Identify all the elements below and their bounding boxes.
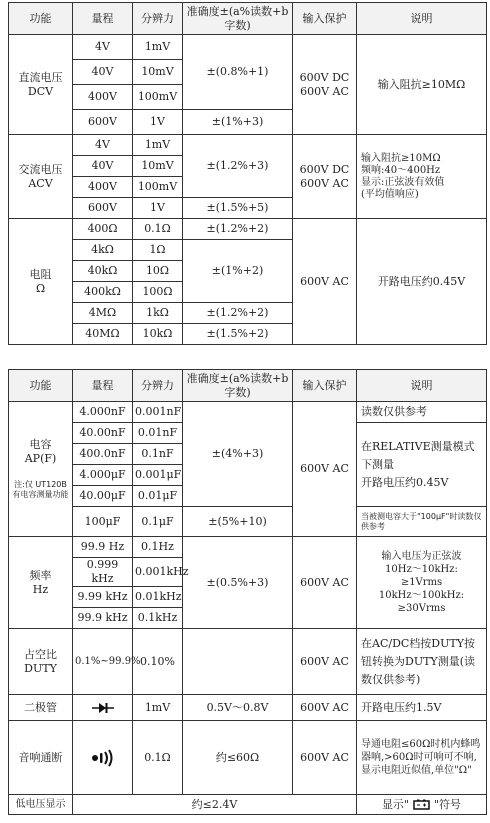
range-cell: 0.999 kHz [73,558,133,587]
table-row [9,537,487,558]
accuracy-cell: ±(5%+10) [183,507,293,537]
resolution-cell: 1kΩ [133,303,183,324]
resolution-cell: 10kΩ [133,324,183,345]
note-cell: 导通电阻≤60Ω时机内蜂鸣器响,>60Ω时可响可不响,显示电阻近似值,单位"Ω" [357,721,487,795]
resistance-function [9,219,73,345]
spec-table-top [8,2,487,345]
resolution-cell: 0.001nF [133,402,183,423]
accuracy-cell: ±(4%+3) [183,402,293,507]
range-cell: 4V [73,35,133,60]
function-name: 低电压显示 [9,795,73,815]
note-cell: 当被测电容大于"100μF"时读数仅供参考 [357,507,487,537]
range-cell: 40MΩ [73,324,133,345]
accuracy-cell: ±(1.2%+2) [183,303,293,324]
function-name: 交流电压 [18,162,63,176]
header-function: 功能 [9,370,73,402]
table-row [9,219,487,240]
note-suffix: "符号 [434,797,462,811]
note-cell: 输入阻抗≥10MΩ [357,35,487,135]
resolution-cell: 0.1kHz [133,608,183,629]
note-cell: 读数仅供参考 [357,402,487,423]
resolution-cell: 100mV [133,177,183,198]
note-cell [357,795,487,815]
function-sub: ACV [28,176,53,190]
accuracy-cell: ±(1%+3) [183,110,293,135]
accuracy-cell: ±(1.5%+5) [183,198,293,219]
resolution-cell: 1Ω [133,240,183,261]
resolution-cell: 0.1Ω [133,219,183,240]
function-name: 频率 [29,568,52,582]
table-row [9,135,487,156]
range-cell [73,695,133,721]
resolution-cell: 0.01kHz [133,587,183,608]
resolution-cell: 1V [133,198,183,219]
frequency-function [9,537,73,629]
buzzer-icon [90,748,116,768]
protection-cell: 600V AC [293,402,357,537]
range-cell: 4MΩ [73,303,133,324]
function-name: 二极管 [9,695,73,721]
resolution-cell: 10mV [133,156,183,177]
range-cell: 400.0nF [73,444,133,465]
table-row [9,695,487,721]
range-cell: 9.99 kHz [73,587,133,608]
table-row [9,629,487,695]
resolution-cell: 0.001μF [133,465,183,486]
range-cell: 600V [73,198,133,219]
range-cell: 40.00μF [73,486,133,507]
header-notes: 说明 [357,3,487,35]
resolution-cell: 1V [133,110,183,135]
function-name: 占空比 [24,647,57,661]
table-separator [0,362,490,368]
resolution-cell: 100Ω [133,282,183,303]
table-row [9,507,487,537]
resolution-cell: 0.001kHz [133,558,183,587]
protection-cell: 600V DC 600V AC [293,135,357,219]
range-cell: 40kΩ [73,261,133,282]
resolution-cell: 0.1Hz [133,537,183,558]
note-cell: 输入电压为正弦波 10Hz～10kHz: ≥1Vrms 10kHz～100kHz: ≥30Vrms [357,537,487,629]
accuracy-cell: ±(1.5%+2) [183,324,293,345]
header-row [9,3,487,35]
note-cell: 在RELATIVE测量模式下测量 开路电压约0.45V [357,423,487,507]
resolution-cell: 1mV [133,695,183,721]
resolution-cell: 100mV [133,85,183,110]
resolution-cell: 0.01μF [133,486,183,507]
accuracy-cell: ±(1.2%+2) [183,219,293,240]
accuracy-cell: ±(0.8%+1) [183,35,293,110]
accuracy-cell: 约≤2.4V [73,795,357,815]
function-sub: Ω [35,281,46,295]
header-range: 量程 [73,3,133,35]
header-resolution: 分辨力 [133,3,183,35]
range-cell: 40V [73,60,133,85]
accuracy-cell: ±(1.2%+3) [183,135,293,198]
note-cell: 开路电压约0.45V [357,219,487,345]
range-cell: 99.9 kHz [73,608,133,629]
range-cell: 400Ω [73,219,133,240]
note-cell: 输入阻抗≥10MΩ 频响:40～400Hz 显示:正弦波有效值 (平均值响应) [357,135,487,219]
header-function: 功能 [9,3,73,35]
protection-cell: 600V DC 600V AC [293,35,357,135]
resolution-cell: 0.10% [133,629,183,695]
range-cell: 4.000nF [73,402,133,423]
duty-function [9,629,73,695]
capacitance-footnote: 注:仅 UT120B 有电容测量功能 [12,480,69,499]
spec-table-bottom [8,369,487,815]
diode-icon [90,702,116,714]
range-cell [73,721,133,795]
range-cell: 0.1%~99.9% [73,629,133,695]
header-range: 量程 [73,370,133,402]
range-cell: 4kΩ [73,240,133,261]
header-resolution: 分辨力 [133,370,183,402]
acv-function [9,135,73,219]
protection-cell: 600V AC [293,695,357,721]
range-cell: 100μF [73,507,133,537]
resolution-cell: 0.1Ω [133,721,183,795]
header-row [9,370,487,402]
note-prefix: 显示" [381,797,409,811]
range-cell: 40V [73,156,133,177]
resolution-cell: 0.1μF [133,507,183,537]
range-cell: 400V [73,85,133,110]
function-name: 直流电压 [18,70,63,84]
range-cell: 4.000μF [73,465,133,486]
table-row [9,721,487,795]
table-row [9,795,487,815]
header-input-protection: 输入保护 [293,3,357,35]
header-accuracy: 准确度±(a%读数+b字数) [183,3,293,35]
range-cell: 40.00nF [73,423,133,444]
protection-cell: 600V AC [293,537,357,629]
function-sub: AP(F) [24,452,57,465]
accuracy-cell: ±(1%+2) [183,240,293,303]
accuracy-cell: ±(0.5%+3) [183,537,293,629]
range-cell: 400kΩ [73,282,133,303]
function-name: 电容 [29,438,52,451]
accuracy-cell: 约≤60Ω [183,721,293,795]
function-sub: DCV [27,84,54,98]
range-cell: 99.9 Hz [73,537,133,558]
header-input-protection: 输入保护 [293,370,357,402]
battery-icon [413,799,431,810]
resolution-cell: 1mV [133,35,183,60]
protection-cell: 600V AC [293,629,357,695]
resolution-cell: 0.1nF [133,444,183,465]
resolution-cell: 10Ω [133,261,183,282]
table-row [9,402,487,423]
header-notes: 说明 [357,370,487,402]
header-accuracy: 准确度±(a%读数+b字数) [183,370,293,402]
resolution-cell: 10mV [133,60,183,85]
note-cell: 在AC/DC档按DUTY按钮转换为DUTY测量(读数仅供参考) [357,629,487,695]
dcv-function [9,35,73,135]
range-cell: 4V [73,135,133,156]
table-row [9,35,487,60]
range-cell: 600V [73,110,133,135]
resolution-cell: 0.01nF [133,423,183,444]
function-sub: DUTY [24,661,57,675]
protection-cell: 600V AC [293,219,357,345]
range-cell: 400V [73,177,133,198]
accuracy-cell: 0.5V～0.8V [183,695,293,721]
note-cell: 开路电压约1.5V [357,695,487,721]
resolution-cell: 1mV [133,135,183,156]
capacitance-function [9,402,73,537]
accuracy-cell [183,629,293,695]
protection-cell: 600V AC [293,721,357,795]
function-sub: Hz [32,582,49,596]
function-name: 电阻 [29,267,52,281]
function-name: 音响通断 [9,721,73,795]
